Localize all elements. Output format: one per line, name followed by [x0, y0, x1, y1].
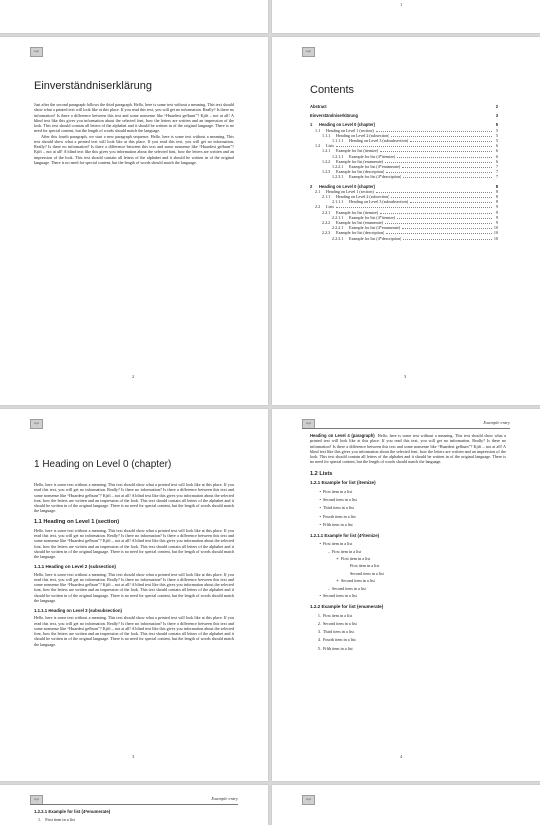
toc-number: 1.2.2.1: [332, 164, 344, 170]
toc-label: Example for list (4*description): [349, 235, 402, 241]
page-number: 3: [404, 374, 407, 379]
logo-image: logo: [30, 419, 43, 429]
toc-number: 1: [310, 122, 313, 128]
page-bottom-left: [0, 785, 268, 825]
toc-page: 5: [495, 132, 498, 138]
list-marker: 1.: [317, 612, 321, 618]
toc-label: Abstract: [310, 104, 327, 109]
list-heading: 1.2.2.1 Example for list (4*enumerate): [34, 809, 111, 814]
logo-image: logo: [30, 47, 43, 57]
toc-label: Example for list (itemize): [336, 148, 379, 154]
toc-leader: [385, 223, 492, 224]
list-item-text: First item in a list: [350, 563, 380, 569]
toc-page: 9: [495, 220, 498, 226]
toc-leader: [391, 197, 492, 198]
page-bottom-right: [272, 785, 540, 825]
toc-page: 5: [495, 138, 498, 144]
list-item-text: First item in a list: [332, 548, 362, 554]
page-top-right: [272, 0, 540, 33]
toc-number: 2.2.2.1: [332, 225, 344, 231]
list-item-text: Second item in a list: [323, 497, 357, 503]
toc-number: 2.1: [315, 188, 321, 194]
list-marker: •: [319, 513, 321, 519]
toc-page: 6: [495, 158, 498, 164]
toc-number: 1.1: [315, 127, 321, 133]
list-item: [310, 592, 506, 599]
toc-number: 2.2.1: [322, 209, 331, 215]
toc-number: 2: [310, 183, 313, 189]
chapter-body: [34, 482, 234, 647]
toc-label: Heading on Level 3 (subsubsection): [349, 199, 409, 205]
toc-leader: [380, 213, 492, 214]
toc-page: 5: [495, 127, 498, 133]
paragraph: Hello, here is some text without a meaning. This text should show what a printed text will look like at this place. If you read this text, you will get no information. Really? Is there no information? Is there a difference between this text and some nonsense like “Huardest gefburn”? Kjift – not at all! A blind text like this gives you information about the selected font, how the letters are written and an impression of the look. This text should contain all letters of the alphabet and it should be written in of the original language. There is no need for special content, but the length of words should match the language.: [34, 615, 234, 647]
list-marker: •: [319, 497, 321, 503]
section-title: 1.1 Heading on Level 1 (section): [34, 518, 120, 525]
item-text: First item in a list: [45, 817, 75, 822]
paragraph: [310, 433, 506, 465]
list-item-text: Second item in a list: [341, 578, 375, 584]
logo-image: logo: [30, 795, 43, 805]
enumerate-title: 1.2.2 Example for list (enumerate): [310, 603, 384, 609]
list-item-text: First item in a list: [323, 541, 353, 547]
toc-leader: [386, 172, 492, 173]
list-item: [310, 496, 506, 504]
list-item: [310, 504, 506, 512]
list-item-text: Fifth item in a list: [323, 521, 353, 527]
itemize-title: 1.2.1 Example for list (itemize): [310, 479, 376, 485]
paragraph: Hello, here is some text without a meaning. This text should show what a printed text will look like at this place. If you read this text, you will get no information. Really? Is there no information? Is there a difference between this text and some nonsense like “Huardest gefburn”? Kjift – not at all! A blind text like this gives you information about the selected font, how the letters are written and an impression of the look. This text should contain all letters of the alphabet and it should be written in of the original language. There is no need for special content, but the length of words should match the language.: [34, 571, 234, 603]
toc-label: Lists: [326, 143, 334, 149]
toc-page: 10: [493, 225, 498, 231]
toc-number: 1.2.2: [322, 158, 331, 164]
toc-leader: [410, 202, 492, 203]
toc-leader: [380, 151, 492, 152]
list-marker: ∗: [336, 556, 339, 562]
toc-number: 2.2: [315, 204, 321, 210]
toc-page: 7: [495, 169, 498, 175]
toc-page: 3: [495, 113, 498, 119]
toc-page: 2: [495, 104, 498, 109]
toc-number: 2.2.3.1: [332, 235, 344, 241]
toc-number: 2.2.1.1: [332, 214, 344, 220]
toc-leader: [391, 136, 492, 137]
contents-title: Contents: [310, 84, 355, 96]
paragraph: Just after the second paragraph follows the third paragraph. Hello, here is some text without a meaning. This text should show what a printed text will look like at this place. If you read this text, you will get no information. Really? Is there no information? Is there a difference between this text and some nonsense like “Huardest gefburn”? Kjift – not at all! A blind text like this gives you information about the selected font, how the letters are written and an impression of the look. This text should contain all letters of the alphabet and it should be written in of the original language. There is no need for special content, but the length of words should match the language.: [34, 102, 234, 134]
toc-label: Lists: [326, 204, 334, 210]
toc-page: 7: [495, 164, 498, 170]
running-head: Example entry: [211, 796, 238, 801]
toc-label: Heading on Level 2 (subsection): [336, 194, 390, 200]
list-item: [310, 636, 506, 644]
list-item: [310, 577, 506, 584]
toc-number: 2.1.1.1: [332, 199, 344, 205]
running-head: Example entry: [483, 420, 510, 425]
toc-leader: [397, 218, 492, 219]
list-item: [310, 562, 506, 569]
list-item: [310, 555, 506, 562]
list-marker: 5.: [317, 645, 321, 651]
toc-leader: [336, 207, 492, 208]
logo-image: logo: [302, 47, 315, 57]
toc-leader: [402, 228, 492, 229]
toc-label: Heading on Level 0 (chapter): [319, 183, 375, 189]
list-item-text: Third item in a list: [323, 629, 354, 635]
list-item: [310, 612, 506, 620]
list-item: [310, 488, 506, 496]
list-item: [310, 548, 506, 555]
example-body: [310, 433, 506, 653]
itemize4-list: [310, 540, 506, 599]
list-item-text: Second item in a list: [350, 570, 384, 576]
subsubsection-title: 1.1.1.1 Heading on Level 3 (subsubsection): [34, 608, 122, 613]
toc-label: Example for list (4*enumerate): [349, 225, 401, 231]
list-item: [310, 570, 506, 577]
logo-image: logo: [302, 419, 315, 429]
toc-leader: [403, 177, 492, 178]
list-item-text: First item in a list: [323, 489, 353, 494]
toc-number: 2.2.2: [322, 220, 331, 226]
paragraph-heading: Heading on Level 4 (paragraph): [310, 433, 375, 438]
toc-leader: [336, 146, 492, 147]
toc-leader: [402, 167, 492, 168]
list-item: [310, 540, 506, 547]
list-item-text: Second item in a list: [323, 620, 357, 626]
list-marker: •: [319, 541, 321, 547]
toc-leader: [385, 162, 492, 163]
toc-page: 8: [495, 199, 498, 205]
itemize-list: [310, 488, 506, 529]
toc-label: Heading on Level 0 (chapter): [319, 122, 375, 128]
list-marker: ∗: [336, 578, 339, 584]
toc-entry[interactable]: [310, 236, 498, 241]
page-top-left: [0, 0, 268, 33]
list-item-text: Fifth item in a list: [323, 645, 353, 651]
toc-page: 7: [495, 174, 498, 180]
list-item-text: Fourth item in a list: [323, 513, 356, 519]
toc-label: Heading on Level 3 (subsubsection): [349, 138, 409, 144]
toc-page: 6: [495, 148, 498, 154]
toc-leader: [403, 239, 491, 240]
toc-leader: [397, 157, 492, 158]
toc-page: 8: [495, 183, 498, 189]
logo-image: logo: [302, 795, 315, 805]
list-item: [310, 521, 506, 529]
toc-label: Einverständniserklärung: [310, 113, 359, 119]
toc-label: Example for list (enumerate): [336, 220, 384, 226]
list-item: [310, 513, 506, 521]
page-chapter: [0, 409, 268, 781]
lists-title: 1.2 Lists: [310, 470, 333, 477]
toc-label: Heading on Level 2 (subsection): [336, 132, 390, 138]
list-item: [310, 585, 506, 592]
list-item-text: Fourth item in a list: [323, 637, 356, 643]
toc-page: 9: [495, 209, 498, 215]
toc-number: 1.2.3.1: [332, 174, 344, 180]
list-marker: •: [319, 489, 321, 494]
list-item-text: Second item in a list: [332, 585, 366, 591]
page-title: Einverständniserklärung: [34, 80, 153, 92]
toc-label: Example for list (enumerate): [336, 158, 384, 164]
list-marker: –: [327, 585, 330, 591]
enumerate-list: [310, 612, 506, 653]
toc-label: Example for list (itemize): [336, 209, 379, 215]
page-declaration: [0, 37, 268, 405]
toc-page: 6: [495, 143, 498, 149]
toc-number: 1.2.1: [322, 148, 331, 154]
list-marker: 4.: [317, 637, 321, 643]
toc-number: 1.2: [315, 143, 321, 149]
toc-number: 2.2.3: [322, 230, 331, 236]
toc-page: 6: [495, 153, 498, 159]
header-rule: [302, 428, 510, 429]
page-number: 2: [132, 374, 135, 379]
header-rule: [30, 804, 238, 805]
list-marker: •: [319, 505, 321, 511]
paragraph: Hello, here is some text without a meaning. This text should show what a printed text will look like at this place. If you read this text, you will get no information. Really? Is there no information? Is there a difference between this text and some nonsense like “Huardest gefburn”? Kjift – not at all! A blind text like this gives you information about the selected font, how the letters are written and an impression of the look. This text should contain all letters of the alphabet and it should be written in of the original language. There is no need for special content, but the length of words should match the language.: [34, 527, 234, 559]
toc-number: 1.2.1.1: [332, 153, 344, 159]
table-of-contents: [310, 104, 498, 241]
paragraph-text: Hello, here is some text without a meaning. This text should show what a printed text will look like at this place. If you read this text, you will get no information. Really? Is there no information? Is there a difference between this text and some nonsense like “Huardest gefburn”? Kjift – not at all! A blind text like this gives you information about the selected font, how the letters are written and an impression of the look. This text should contain all letters of the alphabet and it should be written in of the original language. There is no need for special content, but the length of words should match the language.: [310, 433, 506, 465]
page-number: 3: [132, 754, 135, 759]
toc-label: Example for list (4*itemize): [349, 214, 396, 220]
toc-label: Example for list (description): [336, 169, 385, 175]
toc-page: 10: [493, 235, 498, 241]
list-marker: 3.: [317, 629, 321, 635]
list-item: [310, 628, 506, 636]
toc-page: 9: [495, 214, 498, 220]
toc-page: 5: [495, 122, 498, 128]
toc-page: 8: [495, 188, 498, 194]
list-item-text: Third item in a list: [323, 505, 354, 511]
list-item: [310, 645, 506, 653]
list-marker: •: [319, 593, 321, 599]
toc-number: 1.1.1.1: [332, 138, 344, 144]
list-item-text: First item in a list: [323, 612, 353, 618]
list-item: [38, 817, 75, 822]
toc-label: Heading on Level 1 (section): [326, 188, 374, 194]
toc-label: Example for list (4*description): [349, 174, 402, 180]
toc-page: 10: [493, 230, 498, 236]
toc-label: Example for list (4*enumerate): [349, 164, 401, 170]
toc-leader: [386, 233, 492, 234]
chapter-title: 1 Heading on Level 0 (chapter): [34, 459, 172, 470]
list-marker: 2.: [317, 620, 321, 626]
toc-number: 1.1.1: [322, 132, 331, 138]
list-item-text: Second item in a list: [323, 593, 357, 599]
item-number: 1.: [38, 817, 42, 822]
list-marker: –: [327, 548, 330, 554]
toc-label: Example for list (4*itemize): [349, 153, 396, 159]
toc-page: 8: [495, 194, 498, 200]
toc-number: 2.1.1: [322, 194, 331, 200]
itemize4-title: 1.2.1.1 Example for list (4*itemize): [310, 533, 380, 539]
toc-page: 9: [495, 204, 498, 210]
paragraph: After this fourth paragraph, we start a new paragraph sequence. Hello, here is some text without a meaning. This text should show what a printed text will look like at this place. If you read this text, you will get no information. Really? Is there no information? Is there a difference between this text and some nonsense like “Huardest gefburn”? Kjift – not at all! A blind text like this gives you information about the selected font, how the letters are written and an impression of the look. This text should contain all letters of the alphabet and it should be written in of the original language. There is no need for special content, but the length of words should match the language.: [34, 133, 234, 165]
toc-label: Heading on Level 1 (section): [326, 127, 374, 133]
page-number: 1: [400, 2, 403, 7]
toc-leader: [410, 141, 492, 142]
subsection-title: 1.1.1 Heading on Level 2 (subsection): [34, 564, 116, 570]
toc-leader: [376, 192, 492, 193]
list-item: [310, 620, 506, 628]
list-item-text: First item in a list: [341, 556, 371, 562]
declaration-text: [34, 102, 234, 165]
list-marker: •: [319, 521, 321, 527]
paragraph: Hello, here is some text without a meaning. This text should show what a printed text will look like at this place. If you read this text, you will get no information. Really? Is there no information? Is there a difference between this text and some nonsense like “Huardest gefburn”? Kjift – not at all! A blind text like this gives you information about the selected font, how the letters are written and an impression of the look. This text should contain all letters of the alphabet and it should be written in of the original language. There is no need for special content, but the length of words should match the language.: [34, 482, 234, 514]
toc-label: Example for list (description): [336, 230, 385, 236]
page-number: 4: [400, 754, 403, 759]
toc-number: 1.2.3: [322, 169, 331, 175]
toc-leader: [376, 131, 492, 132]
page-example: [272, 409, 540, 781]
